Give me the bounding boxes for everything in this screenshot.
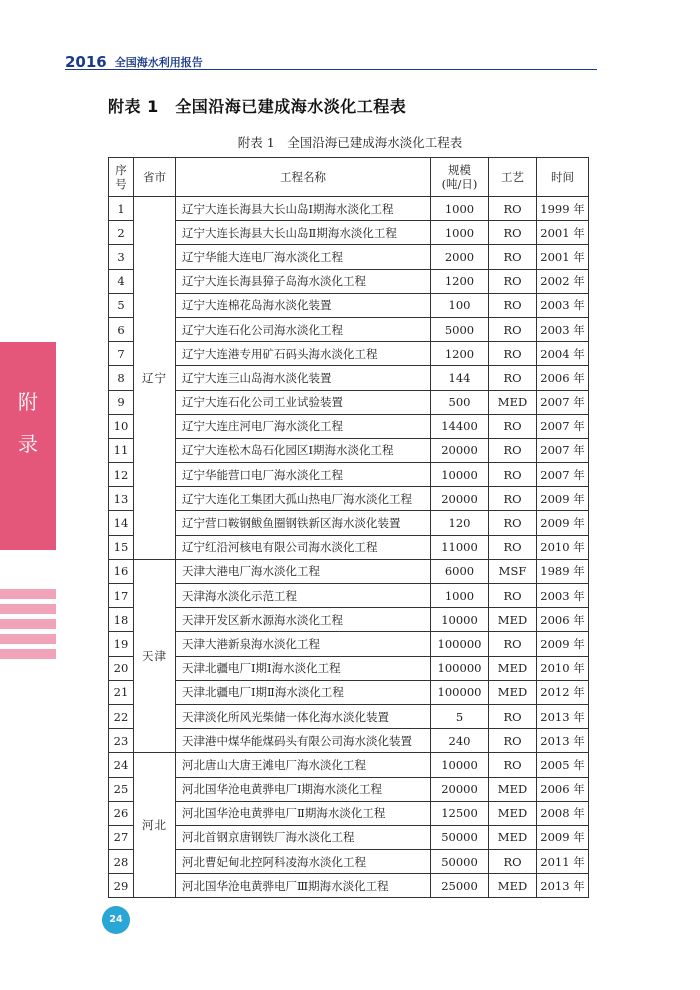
table-row — [109, 293, 589, 317]
cell-seq: 23 — [109, 729, 134, 753]
cell-time: 2008 年 — [537, 801, 589, 825]
table-row — [109, 438, 589, 462]
cell-seq: 11 — [109, 438, 134, 462]
cell-time: 2007 年 — [537, 414, 589, 438]
cell-time: 2009 年 — [537, 487, 589, 511]
table-row — [109, 221, 589, 245]
cell-name: 辽宁大连化工集团大孤山热电厂海水淡化工程 — [176, 487, 431, 511]
cell-process: RO — [489, 584, 537, 608]
table-row — [109, 559, 589, 583]
cell-seq: 18 — [109, 608, 134, 632]
table-row — [109, 777, 589, 801]
cell-seq: 24 — [109, 753, 134, 777]
side-tab-char-1: 附 — [18, 390, 38, 414]
table-row — [109, 245, 589, 269]
cell-process: RO — [489, 342, 537, 366]
cell-name: 天津北疆电厂Ⅰ期Ⅰ海水淡化工程 — [176, 656, 431, 680]
cell-seq: 17 — [109, 584, 134, 608]
cell-name: 辽宁大连港专用矿石码头海水淡化工程 — [176, 342, 431, 366]
cell-process: RO — [489, 535, 537, 559]
cell-process: RO — [489, 487, 537, 511]
cell-seq: 8 — [109, 366, 134, 390]
cell-scale: 100000 — [431, 656, 489, 680]
cell-time: 2004 年 — [537, 342, 589, 366]
cell-name: 河北曹妃甸北控阿科凌海水淡化工程 — [176, 850, 431, 874]
cell-seq: 7 — [109, 342, 134, 366]
cell-name: 辽宁大连长海县大长山岛Ⅰ期海水淡化工程 — [176, 197, 431, 221]
cell-scale: 1200 — [431, 342, 489, 366]
cell-seq: 6 — [109, 317, 134, 341]
cell-scale: 12500 — [431, 801, 489, 825]
cell-process: MED — [489, 390, 537, 414]
cell-process: RO — [489, 850, 537, 874]
cell-scale: 120 — [431, 511, 489, 535]
cell-scale: 500 — [431, 390, 489, 414]
cell-name: 辽宁大连石化公司海水淡化工程 — [176, 317, 431, 341]
cell-name: 辽宁营口鞍钢鲅鱼圈钢铁新区海水淡化装置 — [176, 511, 431, 535]
table-header-row — [109, 158, 589, 197]
cell-name: 天津海水淡化示范工程 — [176, 584, 431, 608]
cell-process: RO — [489, 366, 537, 390]
cell-name: 天津港中煤华能煤码头有限公司海水淡化装置 — [176, 729, 431, 753]
cell-process: MED — [489, 874, 537, 898]
side-tab-char-2: 录 — [18, 432, 38, 456]
cell-name: 辽宁大连长海县大长山岛Ⅱ期海水淡化工程 — [176, 221, 431, 245]
cell-seq: 1 — [109, 197, 134, 221]
desalination-projects-table — [108, 157, 589, 898]
cell-name: 辽宁大连长海县獐子岛海水淡化工程 — [176, 269, 431, 293]
cell-scale: 10000 — [431, 608, 489, 632]
cell-process: RO — [489, 269, 537, 293]
table-row — [109, 729, 589, 753]
cell-seq: 14 — [109, 511, 134, 535]
side-stripe — [0, 619, 56, 629]
cell-name: 天津开发区新水源海水淡化工程 — [176, 608, 431, 632]
cell-scale: 1000 — [431, 221, 489, 245]
cell-time: 2010 年 — [537, 535, 589, 559]
cell-process: MED — [489, 801, 537, 825]
table-row — [109, 269, 589, 293]
cell-name: 辽宁华能营口电厂海水淡化工程 — [176, 463, 431, 487]
cell-time: 1999 年 — [537, 197, 589, 221]
cell-time: 2003 年 — [537, 293, 589, 317]
cell-time: 2001 年 — [537, 245, 589, 269]
table-row — [109, 317, 589, 341]
cell-seq: 25 — [109, 777, 134, 801]
cell-process: RO — [489, 221, 537, 245]
cell-scale: 5000 — [431, 317, 489, 341]
side-stripe — [0, 604, 56, 614]
cell-scale: 10000 — [431, 463, 489, 487]
cell-process: RO — [489, 753, 537, 777]
page-header — [65, 50, 203, 70]
cell-seq: 15 — [109, 535, 134, 559]
table-row — [109, 535, 589, 559]
header-year: 2016 — [65, 53, 107, 71]
cell-scale: 20000 — [431, 777, 489, 801]
cell-time: 2006 年 — [537, 608, 589, 632]
cell-seq: 27 — [109, 825, 134, 849]
cell-seq: 5 — [109, 293, 134, 317]
table-row — [109, 801, 589, 825]
cell-time: 2006 年 — [537, 366, 589, 390]
cell-process: RO — [489, 632, 537, 656]
cell-process: MED — [489, 777, 537, 801]
header-seq-line1: 序 — [115, 163, 127, 177]
table-row — [109, 584, 589, 608]
cell-scale: 100000 — [431, 680, 489, 704]
table-row — [109, 414, 589, 438]
cell-seq: 10 — [109, 414, 134, 438]
cell-seq: 26 — [109, 801, 134, 825]
cell-time: 2011 年 — [537, 850, 589, 874]
cell-seq: 16 — [109, 559, 134, 583]
cell-scale: 5 — [431, 704, 489, 728]
cell-scale: 14400 — [431, 414, 489, 438]
cell-scale: 20000 — [431, 438, 489, 462]
cell-scale: 11000 — [431, 535, 489, 559]
cell-time: 2012 年 — [537, 680, 589, 704]
table-row — [109, 487, 589, 511]
table-row — [109, 825, 589, 849]
cell-name: 辽宁红沿河核电有限公司海水淡化工程 — [176, 535, 431, 559]
cell-process: RO — [489, 245, 537, 269]
cell-time: 2007 年 — [537, 438, 589, 462]
cell-seq: 12 — [109, 463, 134, 487]
cell-time: 2007 年 — [537, 390, 589, 414]
cell-scale: 2000 — [431, 245, 489, 269]
header-title: 全国海水利用报告 — [114, 56, 203, 69]
table-row — [109, 850, 589, 874]
header-process: 工艺 — [489, 158, 537, 197]
cell-name: 天津北疆电厂Ⅰ期Ⅱ海水淡化工程 — [176, 680, 431, 704]
cell-scale: 50000 — [431, 825, 489, 849]
cell-time: 2013 年 — [537, 729, 589, 753]
cell-process: RO — [489, 729, 537, 753]
cell-seq: 29 — [109, 874, 134, 898]
cell-time: 2005 年 — [537, 753, 589, 777]
cell-name: 辽宁大连庄河电厂海水淡化工程 — [176, 414, 431, 438]
cell-seq: 13 — [109, 487, 134, 511]
cell-seq: 20 — [109, 656, 134, 680]
cell-process: RO — [489, 414, 537, 438]
cell-process: RO — [489, 511, 537, 535]
cell-seq: 9 — [109, 390, 134, 414]
cell-process: MED — [489, 608, 537, 632]
cell-process: RO — [489, 704, 537, 728]
cell-seq: 4 — [109, 269, 134, 293]
cell-scale: 50000 — [431, 850, 489, 874]
table-row — [109, 463, 589, 487]
page-number: 24 — [102, 906, 130, 934]
table-row — [109, 511, 589, 535]
table-row — [109, 632, 589, 656]
cell-name: 河北首钢京唐钢铁厂海水淡化工程 — [176, 825, 431, 849]
cell-seq: 21 — [109, 680, 134, 704]
header-name: 工程名称 — [176, 158, 431, 197]
cell-process: RO — [489, 197, 537, 221]
table-row — [109, 874, 589, 898]
cell-seq: 3 — [109, 245, 134, 269]
cell-scale: 1000 — [431, 584, 489, 608]
cell-time: 2003 年 — [537, 584, 589, 608]
cell-name: 河北国华沧电黄骅电厂Ⅲ期海水淡化工程 — [176, 874, 431, 898]
cell-time: 2010 年 — [537, 656, 589, 680]
cell-process: MED — [489, 656, 537, 680]
cell-scale: 10000 — [431, 753, 489, 777]
side-stripe — [0, 634, 56, 644]
cell-time: 2009 年 — [537, 511, 589, 535]
cell-province: 天津 — [134, 559, 176, 753]
cell-scale: 25000 — [431, 874, 489, 898]
cell-scale: 144 — [431, 366, 489, 390]
cell-scale: 100 — [431, 293, 489, 317]
cell-name: 天津淡化所风光柴储一体化海水淡化装置 — [176, 704, 431, 728]
header-scale-line2: (吨/日) — [441, 177, 478, 191]
cell-scale: 20000 — [431, 487, 489, 511]
side-stripe — [0, 649, 56, 659]
cell-time: 2007 年 — [537, 463, 589, 487]
table-row — [109, 753, 589, 777]
cell-time: 2001 年 — [537, 221, 589, 245]
cell-province: 辽宁 — [134, 197, 176, 560]
cell-name: 天津大港新泉海水淡化工程 — [176, 632, 431, 656]
header-rule — [65, 69, 597, 70]
cell-process: RO — [489, 293, 537, 317]
cell-name: 河北国华沧电黄骅电厂Ⅱ期海水淡化工程 — [176, 801, 431, 825]
cell-scale: 1200 — [431, 269, 489, 293]
table-row — [109, 197, 589, 221]
table-row — [109, 704, 589, 728]
cell-scale: 100000 — [431, 632, 489, 656]
cell-seq: 22 — [109, 704, 134, 728]
cell-time: 2003 年 — [537, 317, 589, 341]
table-body — [109, 197, 589, 898]
cell-name: 辽宁大连三山岛海水淡化装置 — [176, 366, 431, 390]
table-row — [109, 680, 589, 704]
cell-name: 辽宁大连棉花岛海水淡化装置 — [176, 293, 431, 317]
cell-process: MED — [489, 680, 537, 704]
header-scale — [431, 158, 489, 197]
side-stripe — [0, 589, 56, 599]
table-row — [109, 390, 589, 414]
cell-name: 河北唐山大唐王滩电厂海水淡化工程 — [176, 753, 431, 777]
cell-time: 1989 年 — [537, 559, 589, 583]
cell-time: 2006 年 — [537, 777, 589, 801]
cell-seq: 2 — [109, 221, 134, 245]
cell-time: 2002 年 — [537, 269, 589, 293]
cell-name: 辽宁大连松木岛石化园区Ⅰ期海水淡化工程 — [176, 438, 431, 462]
cell-time: 2009 年 — [537, 632, 589, 656]
cell-name: 河北国华沧电黄骅电厂Ⅰ期海水淡化工程 — [176, 777, 431, 801]
section-title: 附表 1 全国沿海已建成海水淡化工程表 — [108, 97, 407, 116]
table-row — [109, 366, 589, 390]
cell-process: RO — [489, 463, 537, 487]
cell-process: RO — [489, 438, 537, 462]
table-caption: 附表 1 全国沿海已建成海水淡化工程表 — [237, 135, 463, 150]
cell-process: MED — [489, 825, 537, 849]
cell-seq: 19 — [109, 632, 134, 656]
cell-process: RO — [489, 317, 537, 341]
cell-name: 辽宁大连石化公司工业试验装置 — [176, 390, 431, 414]
table-row — [109, 342, 589, 366]
cell-name: 天津大港电厂海水淡化工程 — [176, 559, 431, 583]
header-time: 时间 — [537, 158, 589, 197]
table-row — [109, 608, 589, 632]
cell-scale: 240 — [431, 729, 489, 753]
cell-seq: 28 — [109, 850, 134, 874]
cell-name: 辽宁华能大连电厂海水淡化工程 — [176, 245, 431, 269]
cell-province: 河北 — [134, 753, 176, 898]
cell-time: 2009 年 — [537, 825, 589, 849]
header-scale-line1: 规模 — [448, 163, 471, 177]
cell-time: 2013 年 — [537, 874, 589, 898]
header-seq-line2: 号 — [115, 177, 127, 191]
cell-scale: 1000 — [431, 197, 489, 221]
cell-process: MSF — [489, 559, 537, 583]
cell-scale: 6000 — [431, 559, 489, 583]
header-province: 省市 — [134, 158, 176, 197]
table-row — [109, 656, 589, 680]
header-seq — [109, 158, 134, 197]
cell-time: 2013 年 — [537, 704, 589, 728]
